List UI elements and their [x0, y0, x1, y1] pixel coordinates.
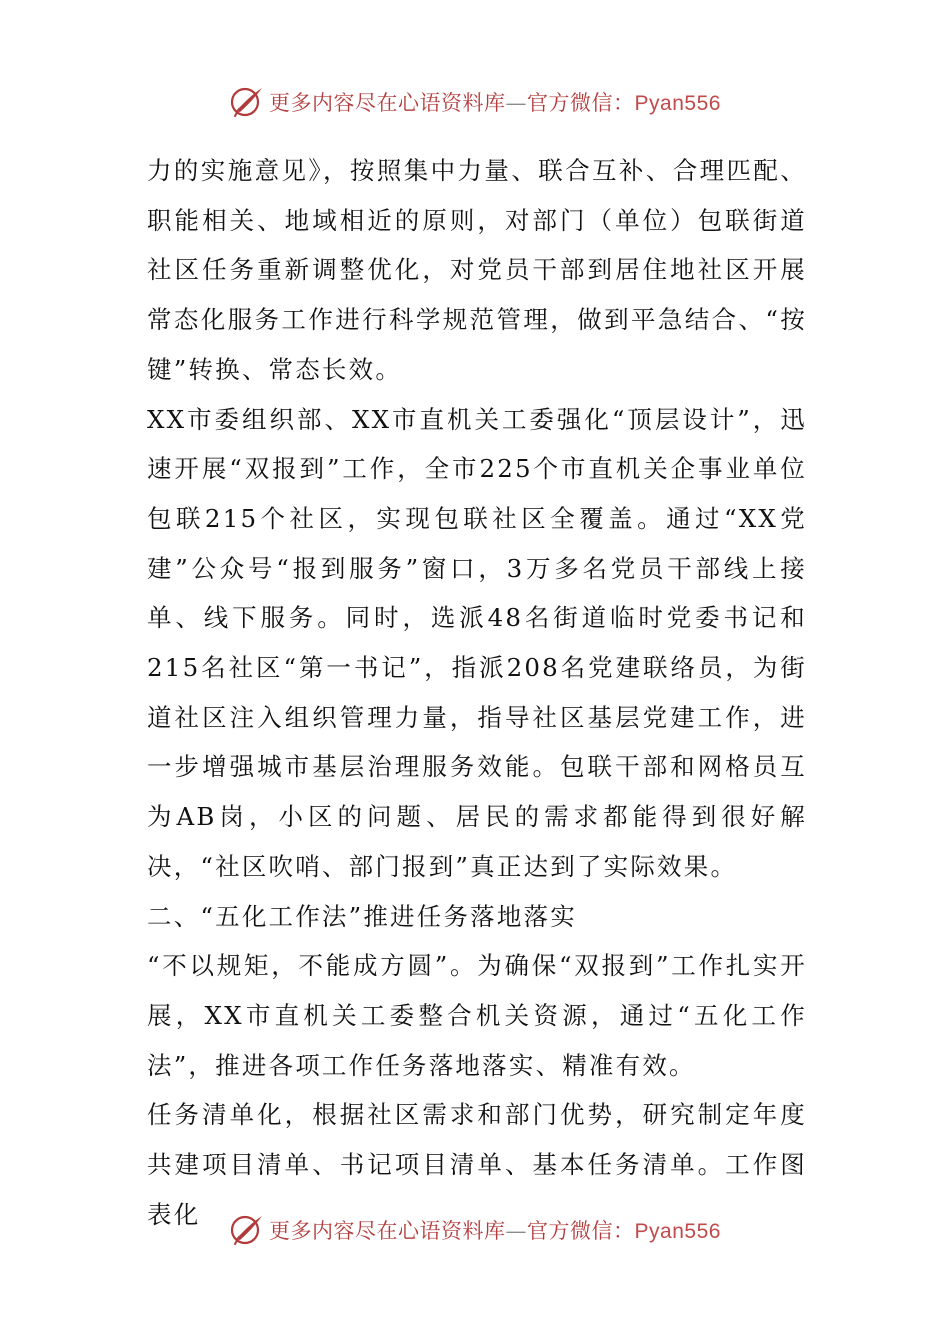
- header-banner: [0, 80, 950, 124]
- header-banner-text: 更多内容尽在心语资料库—官方微信：Pyan556: [269, 91, 721, 115]
- footer-banner-text: 更多内容尽在心语资料库—官方微信：Pyan556: [269, 1219, 721, 1243]
- document-body: [147, 146, 807, 1239]
- header-wechat-id: Pyan556: [634, 92, 721, 115]
- paragraph-2: XX市委组织部、XX市直机关工委强化“顶层设计”，迅速开展“双报到”工作，全市225个市直机关企事业单位包联215个社区，实现包联社区全覆盖。通过“XX党建”公众号“报到服务”窗口，3万多名党员干部线上接单、线下服务。同时，选派48名街道临时党委书记和215名社区“第一书记”，指派208名党建联络员，为街道社区注入组织管理力量，指导社区基层党建工作，进一步增强城市基层治理服务效能。包联干部和网格员互为AB岗，小区的问题、居民的需求都能得到很好解决，“社区吹哨、部门报到”真正达到了实际效果。: [147, 404, 807, 881]
- section-heading: 二、“五化工作法”推进任务落地落实: [147, 901, 577, 931]
- paragraph-3: “不以规矩，不能成方圆”。为确保“双报到”工作扎实开展，XX市直机关工委整合机关资源，通过“五化工作法”，推进各项工作任务落地落实、精准有效。: [147, 951, 807, 1080]
- footer-banner: [0, 1208, 950, 1252]
- paragraph-1: 力的实施意见》，按照集中力量、联合互补、合理匹配、职能相关、地域相近的原则，对部门（单位）包联街道社区任务重新调整优化，对党员干部到居住地社区开展常态化服务工作进行科学规范管理，做到平急结合、“按键”转换、常态长效。: [147, 156, 807, 384]
- quill-pen-logo-icon: [229, 84, 265, 120]
- quill-pen-logo-icon: [229, 1212, 265, 1248]
- paragraph-4: 任务清单化，根据社区需求和部门优势，研究制定年度共建项目清单、书记项目清单、基本任务清单。工作图表化: [147, 1100, 807, 1229]
- footer-wechat-id: Pyan556: [634, 1220, 721, 1243]
